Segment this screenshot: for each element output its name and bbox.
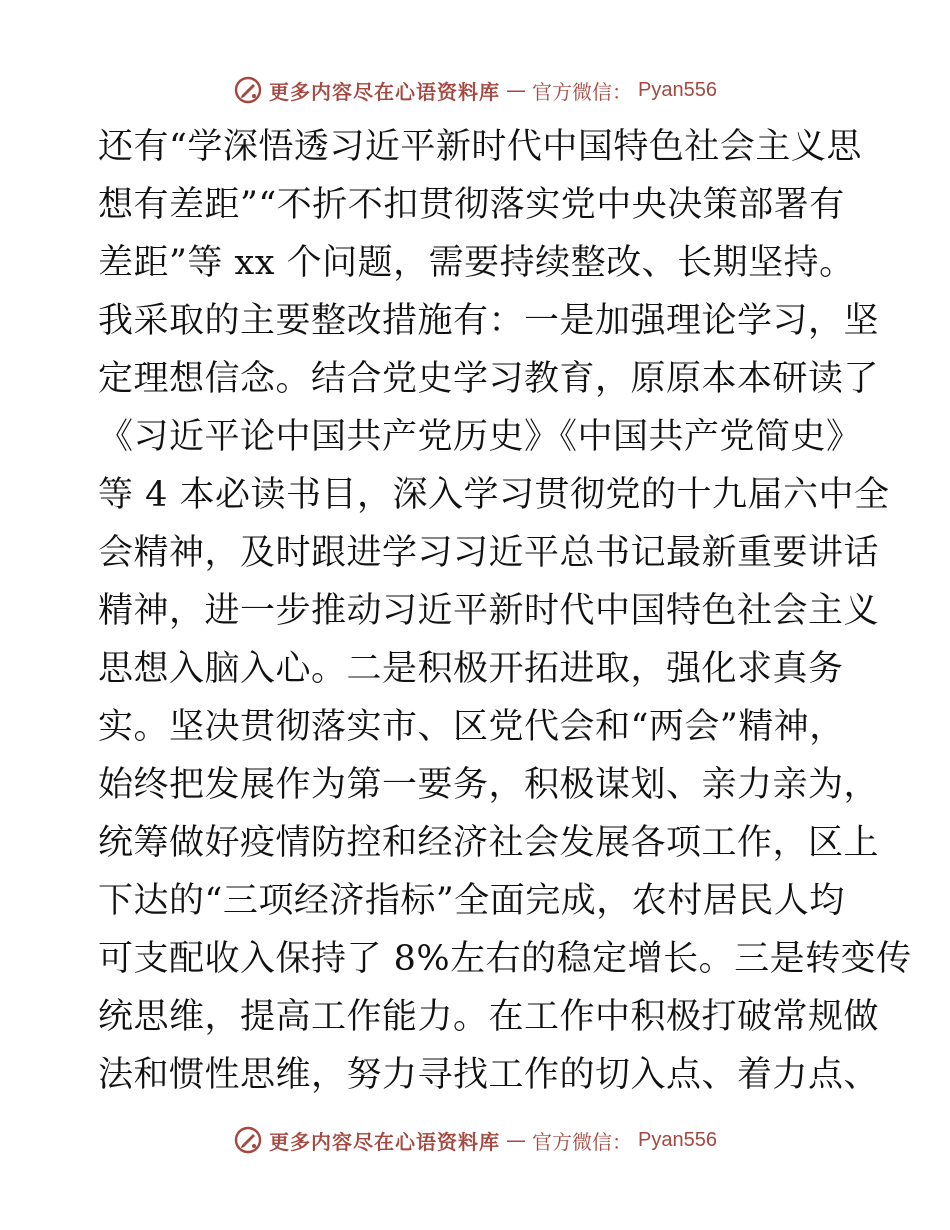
pen-logo-icon	[233, 75, 263, 105]
text-line: 还有“学深悟透习近平新时代中国特色社会主义思	[98, 127, 862, 167]
watermark-separator: —	[506, 1128, 527, 1152]
pen-logo-icon	[233, 1125, 263, 1155]
text-line: 实。坚决贯彻落实市、区党代会和“两会”精神，	[98, 707, 845, 747]
text-line: 等 4 本必读书目，深入学习贯彻党的十九届六中全	[98, 475, 890, 515]
watermark-wechat-id: Pyan556	[638, 1128, 717, 1151]
text-line: 会精神，及时跟进学习习近平总书记最新重要讲话	[98, 533, 880, 573]
watermark-label: 官方微信：	[532, 79, 633, 104]
text-line: 思想入脑入心。二是积极开拓进取，强化求真务	[98, 649, 844, 689]
text-line: 想有差距”“不折不扣贯彻落实党中央决策部署有	[98, 185, 845, 225]
text-line: 法和惯性思维，努力寻找工作的切入点、着力点、	[98, 1055, 880, 1095]
text-line: 精神，进一步推动习近平新时代中国特色社会主义	[98, 591, 880, 631]
text-line: 差距”等 xx 个问题，需要持续整改、长期坚持。	[98, 243, 855, 283]
text-line: 下达的“三项经济指标”全面完成，农村居民人均	[98, 881, 845, 921]
watermark-label: 官方微信：	[532, 1129, 633, 1154]
footer-watermark	[0, 1120, 950, 1160]
text-line: 定理想信念。结合党史学习教育，原原本本研读了	[98, 359, 880, 399]
watermark-site-text: 更多内容尽在心语资料库	[269, 79, 501, 104]
text-line: 统筹做好疫情防控和经济社会发展各项工作，区上	[98, 823, 880, 863]
watermark-wechat-id: Pyan556	[638, 78, 717, 101]
text-line: 可支配收入保持了 8%左右的稳定增长。三是转变传	[98, 939, 912, 979]
text-line: 《习近平论中国共产党历史》《中国共产党简史》	[98, 417, 862, 457]
text-line: 始终把发展作为第一要务，积极谋划、亲力亲为，	[98, 765, 880, 805]
watermark-site-text: 更多内容尽在心语资料库	[269, 1129, 501, 1154]
text-line: 我采取的主要整改措施有：一是加强理论学习，坚	[98, 301, 880, 341]
header-watermark	[0, 70, 950, 110]
text-line: 统思维，提高工作能力。在工作中积极打破常规做	[98, 997, 880, 1037]
document-body	[98, 118, 912, 1104]
watermark-separator: —	[506, 78, 527, 102]
